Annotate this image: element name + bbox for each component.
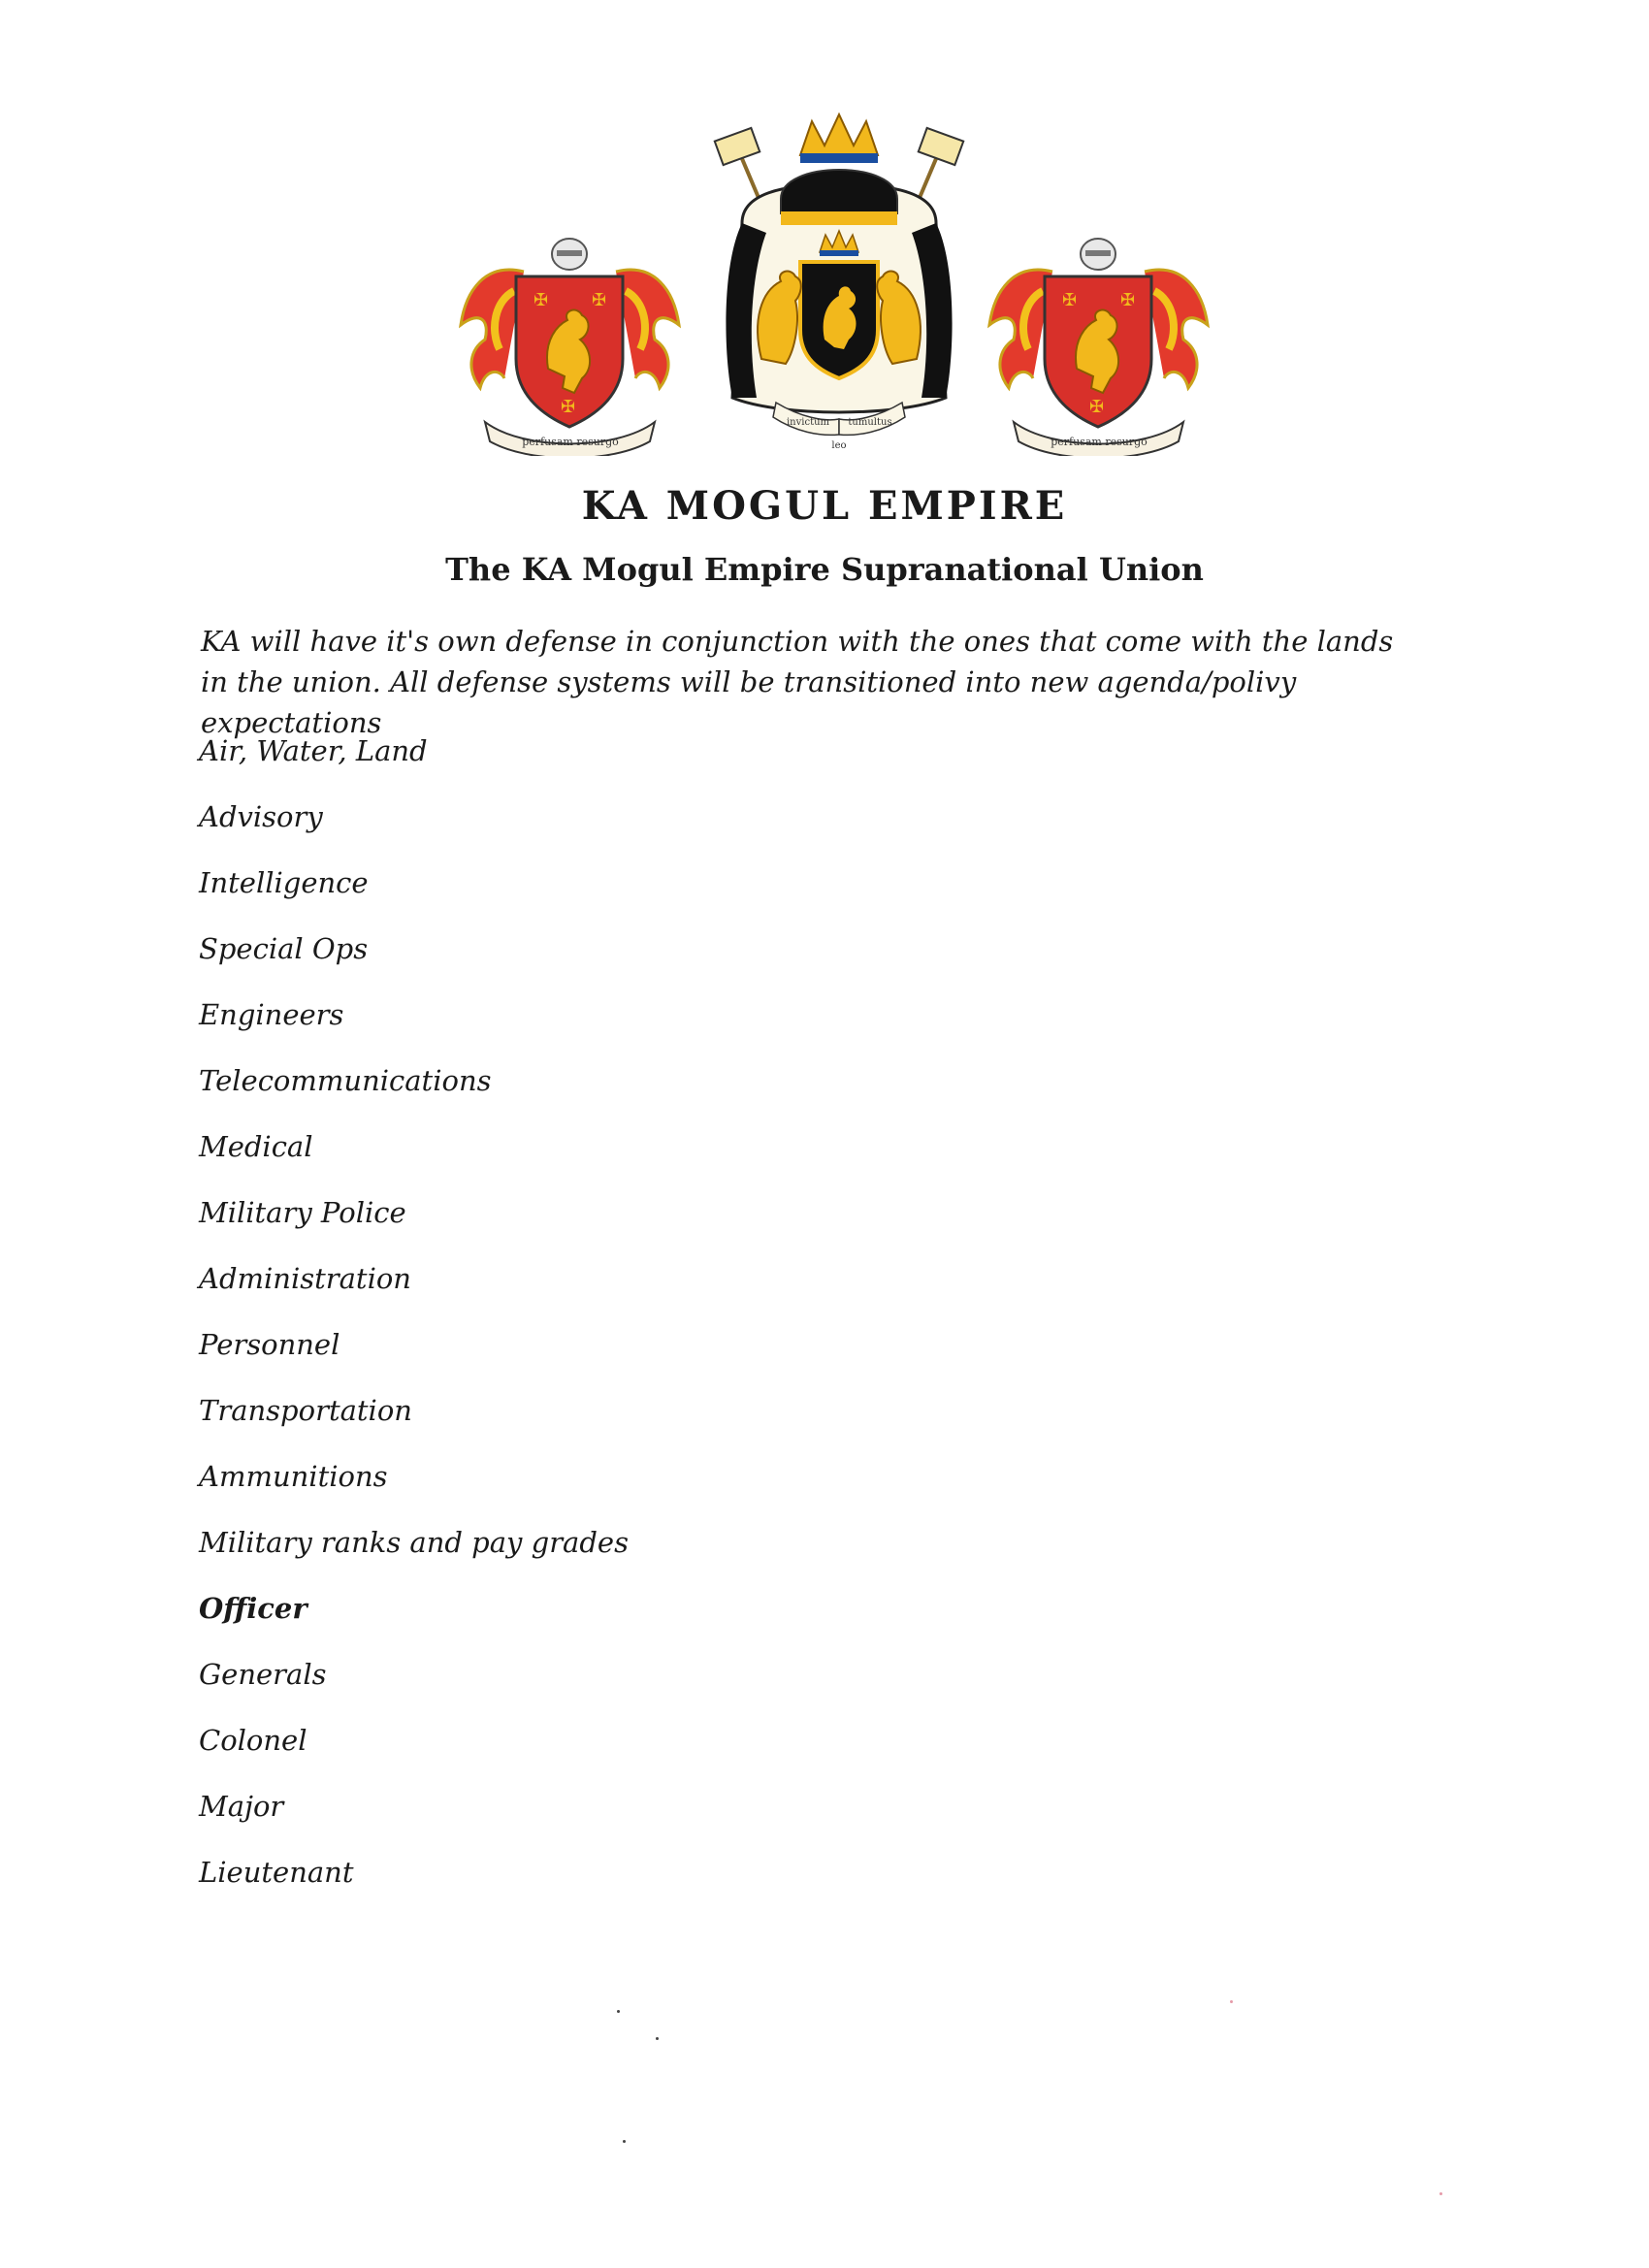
list-item: Transportation <box>199 1394 412 1427</box>
coat-of-arms-header <box>456 107 1222 466</box>
document-title: KA MOGUL EMPIRE <box>581 483 1068 529</box>
list-item: Engineers <box>199 998 344 1031</box>
list-item: Advisory <box>199 800 323 833</box>
scan-speck <box>617 2010 620 2013</box>
svg-text:✠: ✠ <box>1120 290 1136 310</box>
svg-text:✠: ✠ <box>1089 397 1105 417</box>
svg-text:✠: ✠ <box>1062 290 1078 310</box>
center-coat-of-arms-icon <box>703 107 975 456</box>
intro-paragraph: KA will have it's own defense in conjunction with the ones that come with the lands in the union. All defense systems will be transitioned into new agenda/polivy expectations <box>201 625 1394 739</box>
list-item: Military Police <box>199 1196 406 1229</box>
left-coat-of-arms-icon <box>456 233 684 456</box>
list-item: Telecommunications <box>199 1064 492 1097</box>
list-item: Air, Water, Land <box>199 734 428 767</box>
scan-speck <box>1439 2192 1442 2195</box>
center-crest-motto-right: tumultus <box>848 417 892 428</box>
left-crest-motto: perfusam resurgo <box>522 436 619 448</box>
list-item: Intelligence <box>199 866 369 899</box>
list-item: Personnel <box>199 1328 340 1361</box>
list-item: Lieutenant <box>199 1856 354 1889</box>
svg-text:✠: ✠ <box>561 397 576 417</box>
svg-text:✠: ✠ <box>534 290 549 310</box>
list-item: Colonel <box>199 1724 307 1757</box>
right-crest-motto: perfusam resurgo <box>1051 436 1148 448</box>
document-subtitle: The KA Mogul Empire Supranational Union <box>445 551 1204 588</box>
svg-text:✠: ✠ <box>592 290 607 310</box>
list-heading: Officer <box>199 1592 307 1625</box>
list-item: Ammunitions <box>199 1460 388 1493</box>
scan-speck <box>623 2140 626 2143</box>
list-item: Administration <box>199 1262 411 1295</box>
defense-branches-list <box>199 728 629 1915</box>
right-coat-of-arms-icon <box>985 233 1212 456</box>
list-item: Medical <box>199 1130 313 1163</box>
list-item: Military ranks and pay grades <box>199 1526 629 1559</box>
list-item: Special Ops <box>199 932 369 965</box>
center-crest-motto-bottom: leo <box>831 440 847 451</box>
center-crest-motto-left: invictum <box>786 417 830 428</box>
list-item: Major <box>199 1790 284 1823</box>
scan-speck <box>656 2037 659 2040</box>
list-item: Generals <box>199 1658 327 1691</box>
scan-speck <box>1230 2000 1233 2003</box>
